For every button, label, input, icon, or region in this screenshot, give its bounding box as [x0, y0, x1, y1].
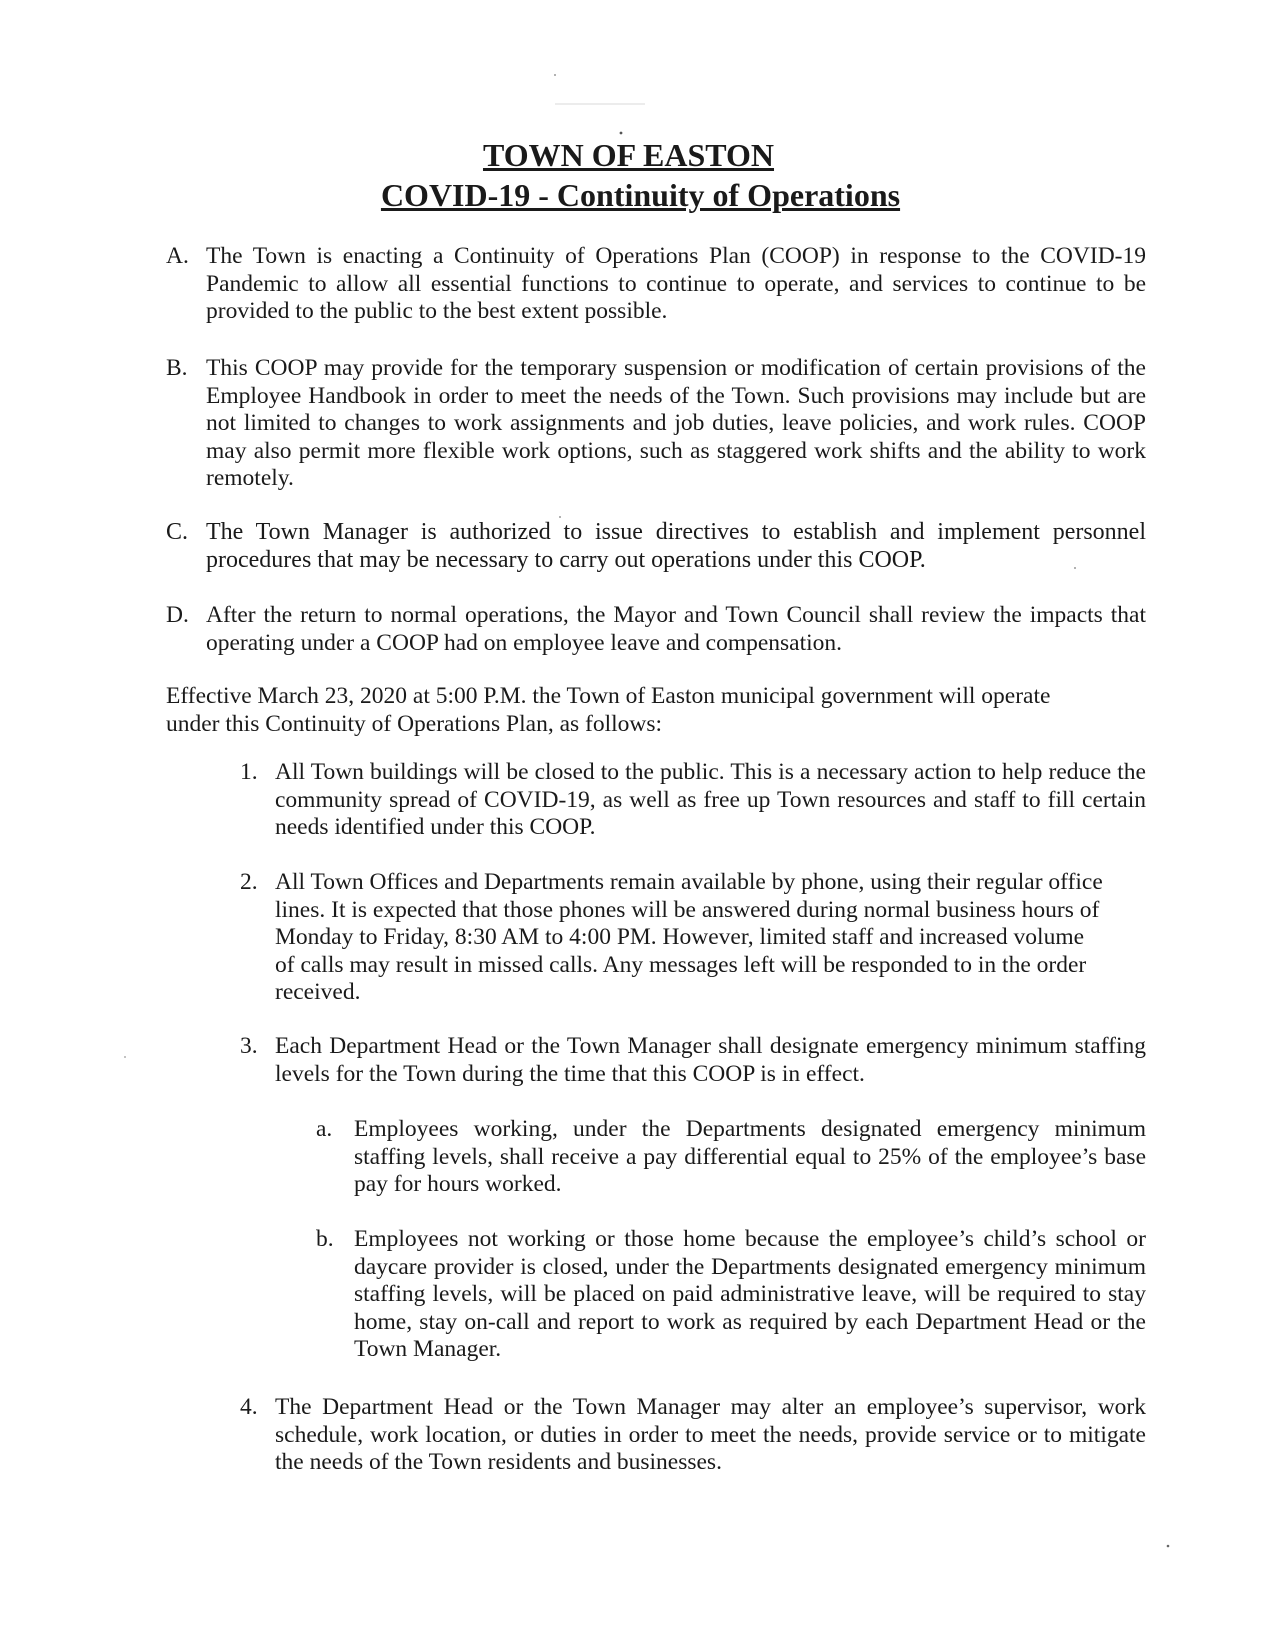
list-item-text: All Town buildings will be closed to the public. This is a necessary action to help reduce the community spread of COVID-19, as well as free up Town resources and staff to fill certain needs identified under this COOP.	[275, 759, 1146, 840]
document-title: TOWN OF EASTON	[482, 137, 775, 173]
list-item-text: All Town Offices and Departments remain available by phone, using their regular office lines. It is expected that those phones will be answered during normal business hours of Monday to Friday, 8:30 AM to 4:00 PM. However, limited staff and increased volume of calls may result in missed calls. Any messages left will be responded to in the order received.	[275, 869, 1103, 1005]
section-text: The Town Manager is authorized to issue directives to establish and implement personnel procedures that may be necessary to carry out operations under this COOP.	[206, 519, 1146, 573]
section-text: The Town is enacting a Continuity of Operations Plan (COOP) in response to the COVID-19 Pandemic to allow all essential functions to continue to operate, and services to continue to be provided to the public to the best extent possible.	[206, 243, 1146, 324]
sub-item-marker: a.	[316, 1116, 333, 1142]
list-item-text: Each Department Head or the Town Manager shall designate emergency minimum staffing levels for the Town during the time that this COOP is in effect.	[275, 1033, 1146, 1087]
list-marker: 4.	[240, 1394, 258, 1420]
list-item-4	[240, 1394, 1146, 1477]
list-marker: 2.	[240, 869, 258, 895]
sub-item-a	[316, 1116, 1146, 1199]
section-marker: A.	[166, 243, 189, 269]
section-text: After the return to normal operations, the Mayor and Town Council shall review the impacts that operating under a COOP had on employee leave and compensation.	[206, 602, 1146, 656]
sub-item-b	[316, 1226, 1146, 1364]
section-a	[166, 243, 1146, 326]
sub-item-text: Employees working, under the Departments designated emergency minimum staffing levels, shall receive a pay differential equal to 25% of the employee’s base pay for hours worked.	[354, 1116, 1146, 1197]
section-marker: C.	[166, 519, 189, 545]
list-item-3	[240, 1033, 1146, 1088]
section-c	[166, 519, 1146, 574]
sub-item-marker: b.	[316, 1226, 334, 1252]
list-item-2	[240, 869, 1146, 1007]
section-text: This COOP may provide for the temporary suspension or modification of certain provisions of the Employee Handbook in order to meet the needs of the Town. Such provisions may include but are not limited to changes to work assignments and job duties, leave policies, and work rules. COOP may also permit more flexible work options, such as staggered work shifts and the ability to work remotely.	[206, 355, 1146, 491]
section-marker: B.	[166, 355, 188, 381]
section-b	[166, 355, 1146, 493]
list-marker: 3.	[240, 1033, 258, 1059]
section-d	[166, 602, 1146, 657]
effective-statement: Effective March 23, 2020 at 5:00 P.M. the Town of Easton municipal government will operate under this Continuity of Operations Plan, as follows:	[166, 683, 1051, 737]
list-marker: 1.	[240, 759, 258, 785]
section-marker: D.	[166, 602, 189, 628]
document-header	[0, 135, 1265, 215]
sub-item-text: Employees not working or those home because the employee’s child’s school or daycare provider is closed, under the Departments designated emergency minimum staffing levels, will be placed on paid administrative leave, will be required to stay home, stay on-call and report to work as required by each Department Head or the Town Manager.	[354, 1226, 1146, 1362]
list-item-1	[240, 759, 1146, 842]
list-item-text: The Department Head or the Town Manager may alter an employee’s supervisor, work schedule, work location, or duties in order to meet the needs, provide service or to mitigate the needs of the Town residents and businesses.	[275, 1394, 1146, 1475]
document-subtitle: COVID-19 - Continuity of Operations	[380, 177, 901, 213]
